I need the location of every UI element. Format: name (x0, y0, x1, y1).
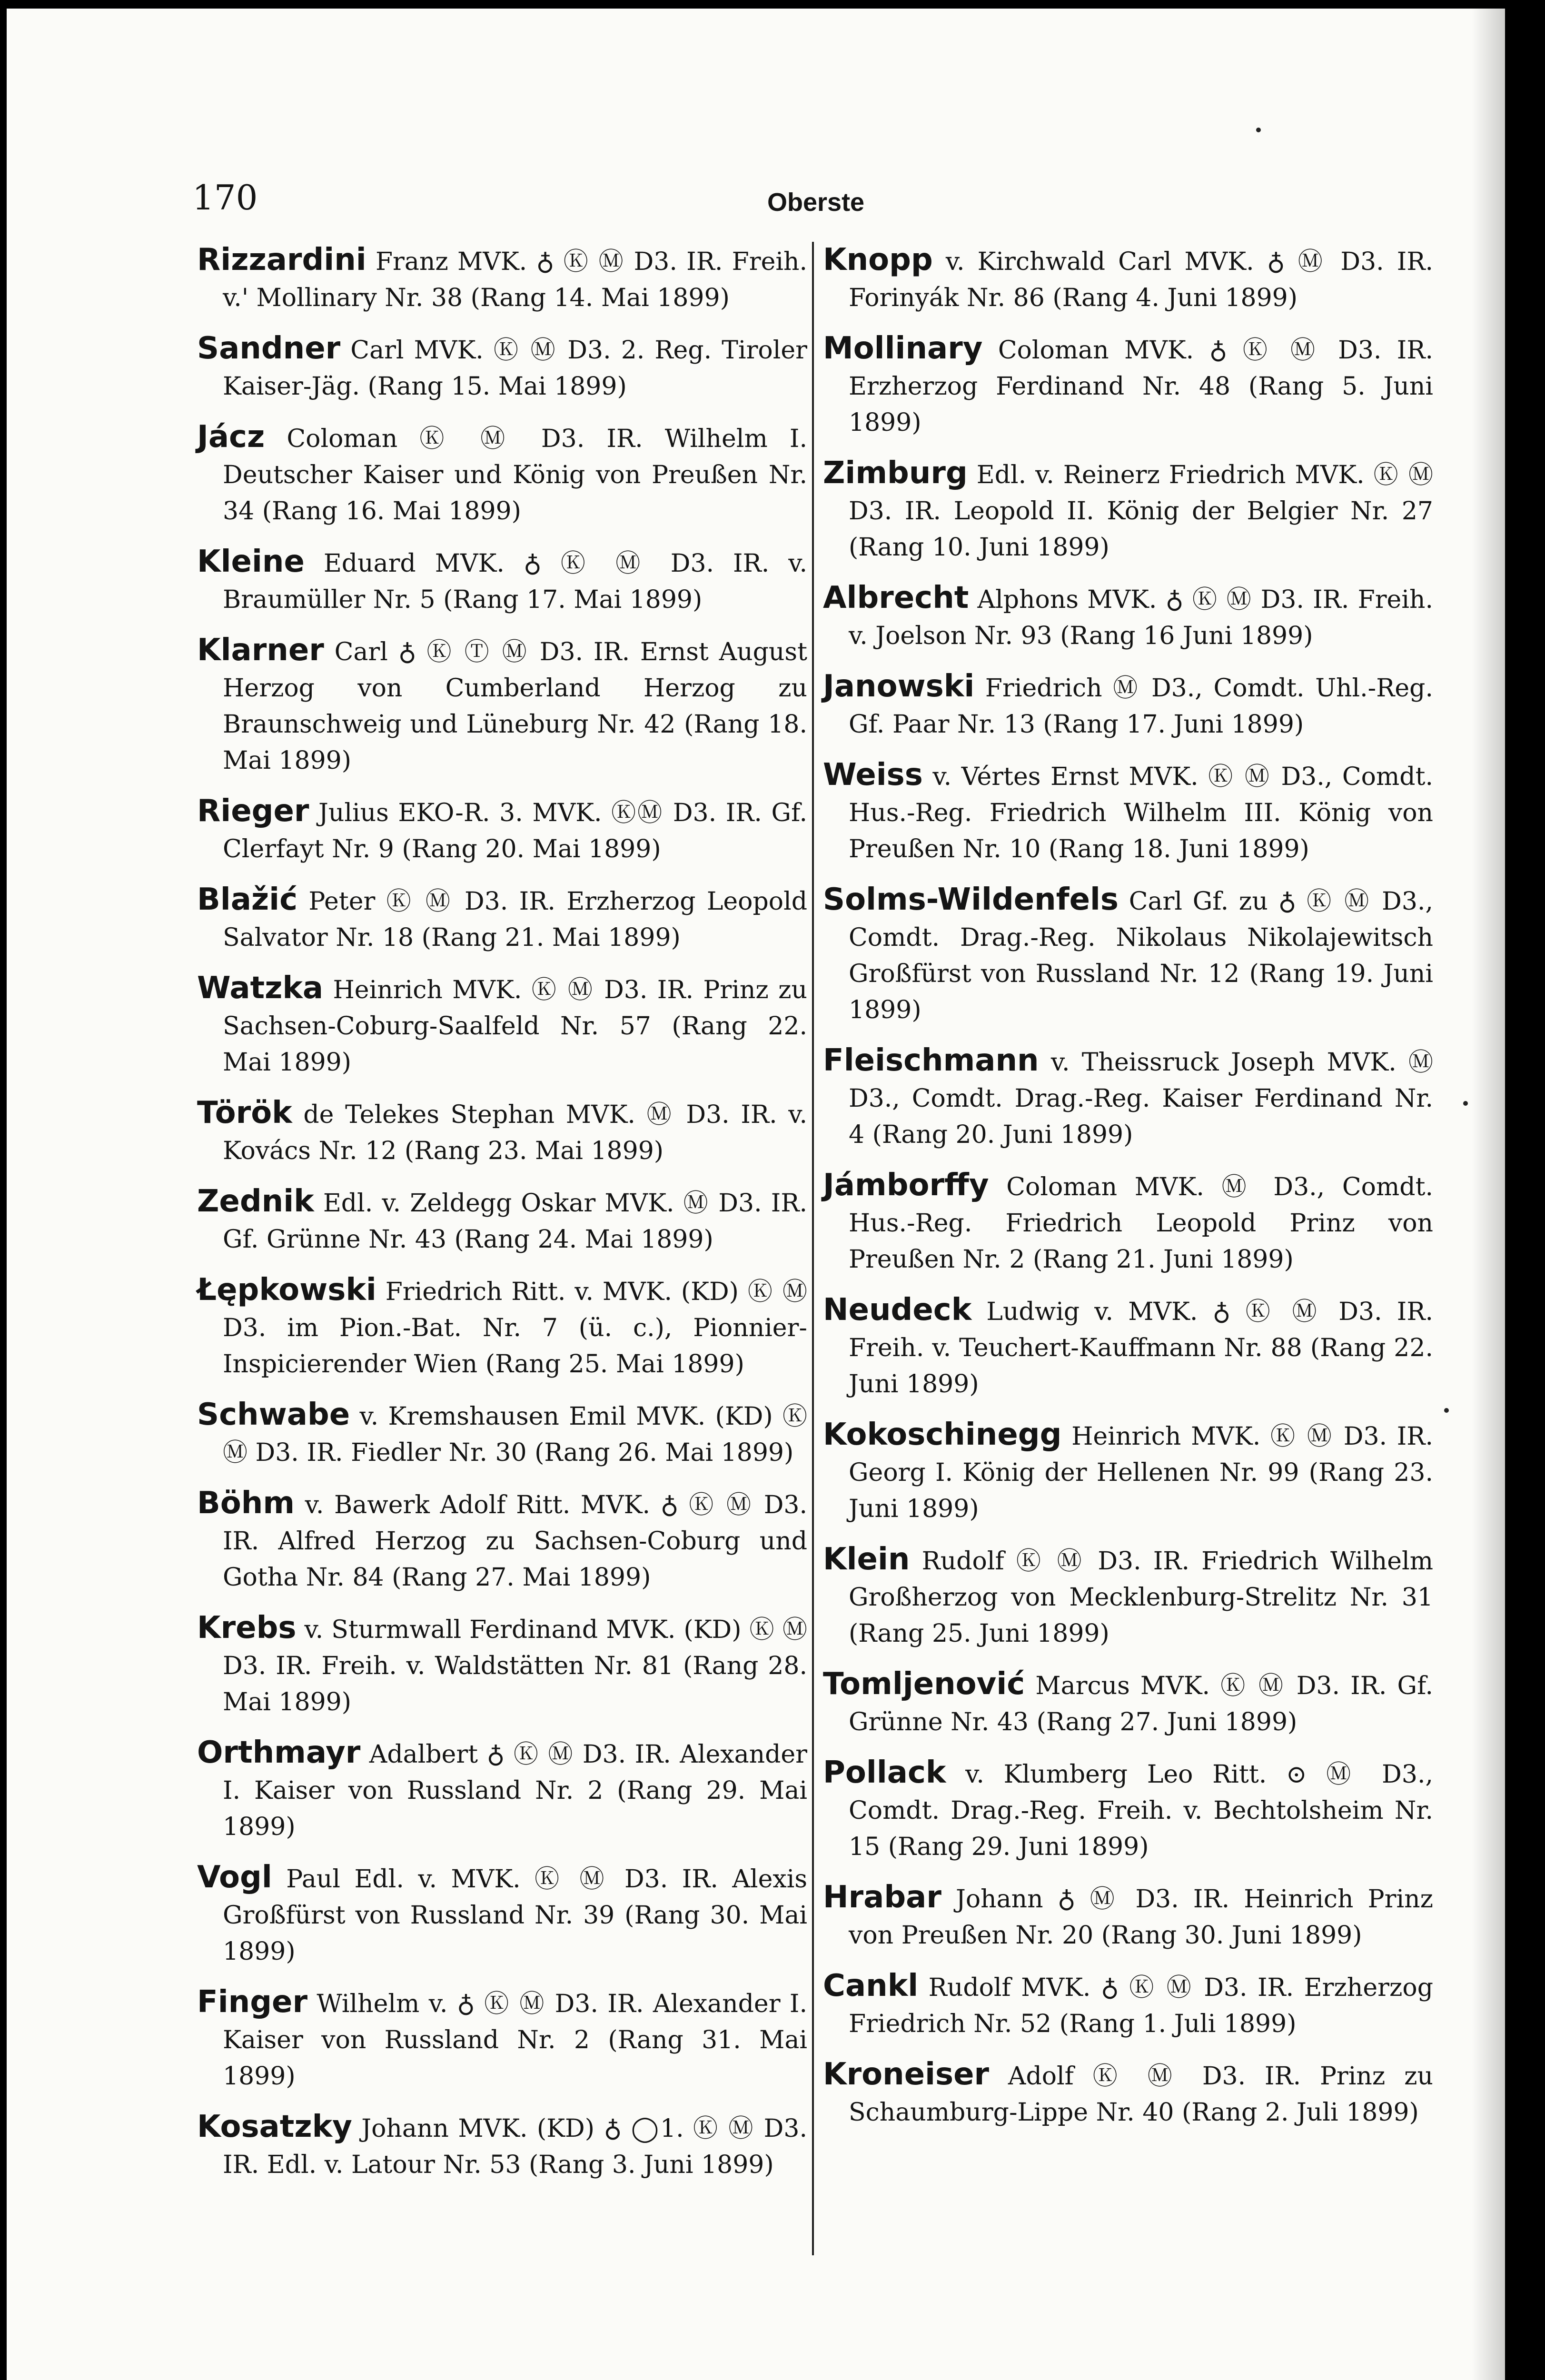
entry-surname: Blažić (197, 882, 298, 917)
entry-details: v. Bawerk Adolf Ritt. MVK. ♁ Ⓚ Ⓜ D3. IR. Alfred Herzog zu Sachsen-Coburg und Gotha Nr. 84 (Rang 27. Mai 1899) (223, 1491, 807, 1592)
left-column (197, 242, 807, 2197)
register-entry (197, 1183, 807, 1258)
speck (1444, 1408, 1449, 1413)
entry-surname: Tomljenović (823, 1666, 1025, 1702)
entry-surname: Pollack (823, 1755, 946, 1790)
register-entry (197, 970, 807, 1081)
entry-details: Friedrich Ⓜ D3., Comdt. Uhl.-Reg. Gf. Paar Nr. 13 (Rang 17. Juni 1899) (849, 674, 1433, 739)
entry-surname: Zednik (197, 1184, 314, 1219)
entry-surname: Weiss (823, 757, 923, 793)
entry-surname: Klarner (197, 633, 324, 668)
register-entry (823, 1417, 1433, 1527)
entry-surname: Kosatzky (197, 2109, 352, 2144)
entry-surname: Watzka (197, 971, 324, 1006)
entry-details: de Telekes Stephan MVK. Ⓜ D3. IR. v. Kovács Nr. 12 (Rang 23. Mai 1899) (223, 1101, 807, 1165)
register-entry (823, 1879, 1433, 1954)
register-entry (823, 1292, 1433, 1402)
entry-surname: Vogl (197, 1860, 272, 1895)
register-entry (823, 330, 1433, 441)
entry-details: Heinrich MVK. Ⓚ Ⓜ D3. IR. Georg I. König der Hellenen Nr. 99 (Rang 23. Juni 1899) (849, 1422, 1433, 1523)
page-number: 170 (192, 178, 258, 218)
register-entry (197, 1397, 807, 1471)
entry-details: v. Kremshausen Emil MVK. (KD) Ⓚ Ⓜ D3. IR. Fiedler Nr. 30 (Rang 26. Mai 1899) (223, 1402, 807, 1467)
running-head: Oberste (767, 188, 865, 217)
entry-surname: Fleischmann (823, 1043, 1039, 1078)
entry-details: Edl. v. Zeldegg Oskar MVK. Ⓜ D3. IR. Gf. Grünne Nr. 43 (Rang 24. Mai 1899) (223, 1189, 807, 1254)
entry-details: Marcus MVK. Ⓚ Ⓜ D3. IR. Gf. Grünne Nr. 43 (Rang 27. Juni 1899) (849, 1672, 1433, 1736)
entry-details: Coloman MVK. Ⓜ D3., Comdt. Hus.-Reg. Friedrich Leopold Prinz von Preußen Nr. 2 (Rang 21. Juni 1899) (849, 1173, 1433, 1274)
register-entry (197, 1485, 807, 1596)
register-entry (197, 882, 807, 956)
entry-surname: Mollinary (823, 331, 983, 366)
register-entry (823, 882, 1433, 1028)
entry-surname: Orthmayr (197, 1735, 361, 1770)
register-entry (197, 1272, 807, 1382)
entry-surname: Rizzardini (197, 242, 366, 278)
entry-surname: Rieger (197, 793, 309, 829)
entry-details: v. Vértes Ernst MVK. Ⓚ Ⓜ D3., Comdt. Hus.-Reg. Friedrich Wilhelm III. König von Preußen Nr. 10 (Rang 18. Juni 1899) (849, 763, 1433, 863)
entry-details: Adalbert ♁ Ⓚ Ⓜ D3. IR. Alexander I. Kaiser von Russland Nr. 2 (Rang 29. Mai 1899) (223, 1740, 807, 1841)
entry-details: Johann MVK. (KD) ♁ ◯1. Ⓚ Ⓜ D3. IR. Edl. v. Latour Nr. 53 (Rang 3. Juni 1899) (223, 2114, 807, 2179)
entry-surname: Török (197, 1095, 292, 1130)
entry-surname: Jácz (197, 419, 265, 455)
register-entry (823, 242, 1433, 316)
entry-details: Ludwig v. MVK. ♁ Ⓚ Ⓜ D3. IR. Freih. v. Teuchert-Kauffmann Nr. 88 (Rang 22. Juni 1899) (849, 1298, 1433, 1398)
entry-surname: Kleine (197, 544, 305, 579)
entry-surname: Kokoschinegg (823, 1417, 1062, 1452)
entry-surname: Klein (823, 1542, 910, 1577)
entry-details: Coloman MVK. ♁ Ⓚ Ⓜ D3. IR. Erzherzog Ferdinand Nr. 48 (Rang 5. Juni 1899) (849, 336, 1433, 437)
register-entry (197, 242, 807, 316)
register-entry (823, 2056, 1433, 2131)
entry-details: Julius EKO-R. 3. MVK. ⓀⓂ D3. IR. Gf. Clerfayt Nr. 9 (Rang 20. Mai 1899) (223, 799, 807, 863)
entry-details: Eduard MVK. ♁ Ⓚ Ⓜ D3. IR. v. Braumüller Nr. 5 (Rang 17. Mai 1899) (223, 549, 807, 614)
register-entry (197, 632, 807, 779)
register-entry (823, 1042, 1433, 1153)
entry-surname: Cankl (823, 1968, 919, 2003)
entry-surname: Sandner (197, 331, 341, 366)
entry-details: v. Sturmwall Ferdinand MVK. (KD) Ⓚ Ⓜ D3. IR. Freih. v. Waldstätten Nr. 81 (Rang 28. Mai 1899) (223, 1616, 807, 1716)
register-entry (823, 757, 1433, 867)
register-entry (823, 455, 1433, 565)
register-entry (197, 1735, 807, 1845)
entry-details: Rudolf Ⓚ Ⓜ D3. IR. Friedrich Wilhelm Großherzog von Mecklenburg-Strelitz Nr. 31 (Rang 25. Juni 1899) (849, 1547, 1433, 1648)
register-entry (197, 1984, 807, 2094)
register-entry (823, 668, 1433, 743)
entry-details: Edl. v. Reinerz Friedrich MVK. Ⓚ Ⓜ D3. IR. Leopold II. König der Belgier Nr. 27 (Rang 10. Juni 1899) (849, 461, 1433, 562)
entry-details: Peter Ⓚ Ⓜ D3. IR. Erzherzog Leopold Salvator Nr. 18 (Rang 21. Mai 1899) (223, 887, 807, 952)
entry-details: Carl MVK. Ⓚ Ⓜ D3. 2. Reg. Tiroler Kaiser-Jäg. (Rang 15. Mai 1899) (223, 336, 807, 401)
entry-details: Adolf Ⓚ Ⓜ D3. IR. Prinz zu Schaumburg-Lippe Nr. 40 (Rang 2. Juli 1899) (849, 2062, 1433, 2127)
entry-details: v. Theissruck Joseph MVK. Ⓜ D3., Comdt. Drag.-Reg. Kaiser Ferdinand Nr. 4 (Rang 20. Juni 1899) (849, 1048, 1433, 1149)
right-column (823, 242, 1433, 2145)
entry-surname: Hrabar (823, 1880, 941, 1915)
entry-details: Johann ♁ Ⓜ D3. IR. Heinrich Prinz von Preußen Nr. 20 (Rang 30. Juni 1899) (849, 1885, 1433, 1950)
register-entry (823, 1755, 1433, 1865)
entry-surname: Albrecht (823, 580, 969, 615)
register-entry (197, 544, 807, 618)
entry-details: Coloman Ⓚ Ⓜ D3. IR. Wilhelm I. Deutscher Kaiser und König von Preußen Nr. 34 (Rang 16. Mai 1899) (223, 425, 807, 526)
entry-details: Carl ♁ Ⓚ Ⓣ Ⓜ D3. IR. Ernst August Herzog von Cumberland Herzog zu Braunschweig und Lüneburg Nr. 42 (Rang 18. Mai 1899) (223, 638, 807, 775)
entry-surname: Neudeck (823, 1292, 972, 1328)
entry-details: v. Klumberg Leo Ritt. ⊙ Ⓜ D3., Comdt. Drag.-Reg. Freih. v. Bechtolsheim Nr. 15 (Rang 29. Juni 1899) (849, 1760, 1433, 1861)
entry-details: Friedrich Ritt. v. MVK. (KD) Ⓚ Ⓜ D3. im Pion.-Bat. Nr. 7 (ü. c.), Pionnier-Inspicierender Wien (Rang 25. Mai 1899) (223, 1278, 807, 1378)
register-entry (197, 419, 807, 529)
register-entry (197, 330, 807, 405)
entry-surname: Knopp (823, 242, 933, 278)
entry-details: Carl Gf. zu ♁ Ⓚ Ⓜ D3., Comdt. Drag.-Reg. Nikolaus Nikolajewitsch Großfürst von Russland Nr. 12 (Rang 19. Juni 1899) (849, 887, 1433, 1024)
register-entry (823, 1968, 1433, 2042)
entry-details: Paul Edl. v. MVK. Ⓚ Ⓜ D3. IR. Alexis Großfürst von Russland Nr. 39 (Rang 30. Mai 1899) (223, 1865, 807, 1966)
register-entry (197, 1095, 807, 1169)
entry-surname: Finger (197, 1984, 307, 2020)
register-entry (823, 580, 1433, 654)
book-page (7, 9, 1505, 2380)
speck (1256, 128, 1261, 132)
register-entry (197, 2109, 807, 2183)
register-entry (823, 1666, 1433, 1740)
entry-surname: Kroneiser (823, 2057, 990, 2092)
entry-details: Rudolf MVK. ♁ Ⓚ Ⓜ D3. IR. Erzherzog Friedrich Nr. 52 (Rang 1. Juli 1899) (849, 1973, 1433, 2038)
entry-surname: Solms-Wildenfels (823, 882, 1119, 917)
entry-details: Heinrich MVK. Ⓚ Ⓜ D3. IR. Prinz zu Sachsen-Coburg-Saalfeld Nr. 57 (Rang 22. Mai 1899) (223, 976, 807, 1077)
speck (1463, 1101, 1468, 1106)
entry-details: Franz MVK. ♁ Ⓚ Ⓜ D3. IR. Freih. v.' Mollinary Nr. 38 (Rang 14. Mai 1899) (223, 248, 807, 312)
entry-surname: Łępkowski (197, 1272, 376, 1308)
entry-surname: Jámborffy (823, 1168, 989, 1203)
register-entry (823, 1167, 1433, 1278)
entry-surname: Janowski (823, 669, 975, 704)
register-entry (823, 1541, 1433, 1652)
entry-details: Alphons MVK. ♁ Ⓚ Ⓜ D3. IR. Freih. v. Joelson Nr. 93 (Rang 16 Juni 1899) (849, 585, 1433, 650)
register-entry (197, 1859, 807, 1970)
register-entry (197, 1610, 807, 1720)
entry-surname: Schwabe (197, 1397, 350, 1432)
entry-details: Wilhelm v. ♁ Ⓚ Ⓜ D3. IR. Alexander I. Kaiser von Russland Nr. 2 (Rang 31. Mai 1899) (223, 1990, 807, 2091)
column-divider (812, 242, 814, 2255)
entry-details: v. Kirchwald Carl MVK. ♁ Ⓜ D3. IR. Forinyák Nr. 86 (Rang 4. Juni 1899) (849, 248, 1433, 312)
page-edge-shadow (1472, 9, 1505, 2380)
register-entry (197, 793, 807, 867)
entry-surname: Krebs (197, 1610, 297, 1646)
entry-surname: Zimburg (823, 456, 968, 491)
entry-surname: Böhm (197, 1486, 295, 1521)
